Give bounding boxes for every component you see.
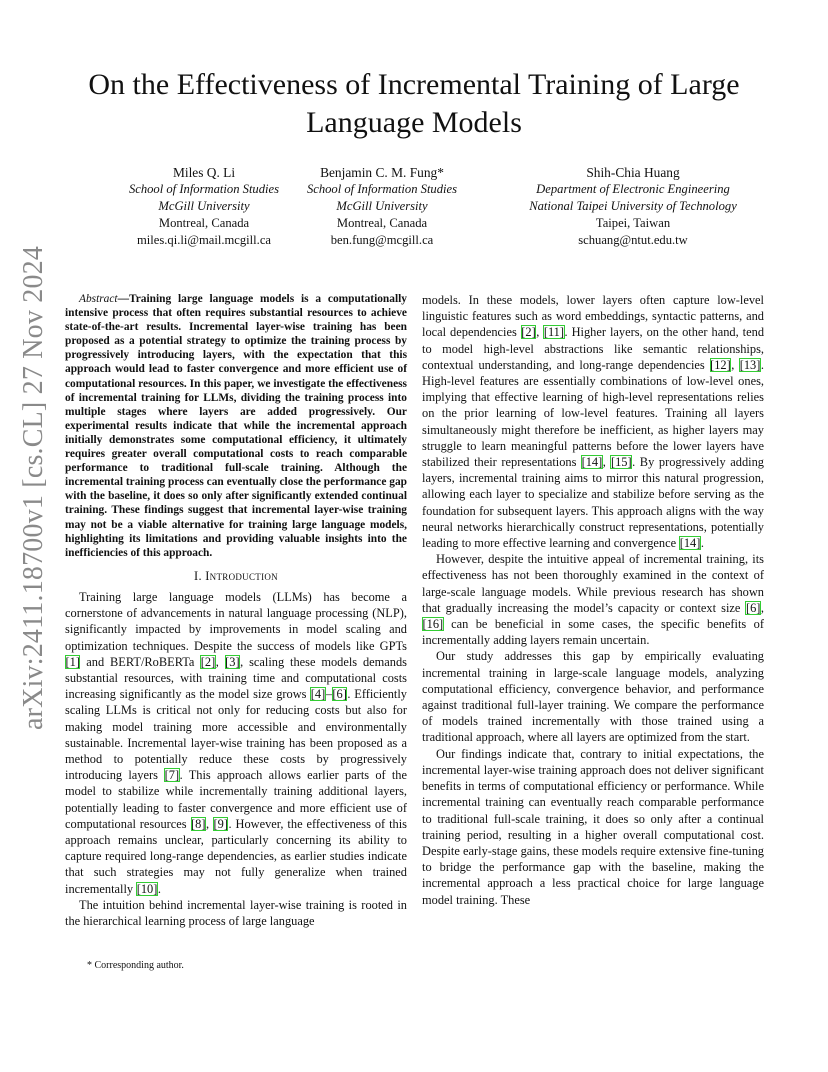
author-email: ben.fung@mcgill.ca [330, 233, 434, 247]
text-run: , [602, 455, 611, 470]
text-run: , [205, 816, 214, 831]
left-column [65, 292, 407, 929]
text-run: – [325, 687, 332, 702]
text-run: Training large language models (LLMs) has become a cornerstone of advancements in natural language processing (NLP), significantly impacted by improvements in model scaling and optimization techniques. Despite the success of models like GPTs [65, 589, 407, 653]
citation-link[interactable]: [12] [710, 357, 731, 372]
citation-link[interactable]: [11] [543, 325, 564, 340]
author-institution: National Taipei University of Technology [529, 199, 737, 213]
text-run: . Efficiently scaling LLMs is critical not only for reducing costs but also for making model training more accessible and environmentally sustainable. Incremental layer-wise training has been proposed as a method to potentially reduce these costs by progressively introducing layers [65, 687, 408, 783]
paragraph: The intuition behind incremental layer-wise training is rooted in the hierarchical learning process of large language [65, 897, 407, 929]
text-run: . By progressively adding layers, incremental training aims to mirror this natural progression, allowing each layer to specialize and stabilize before serving as the foundation for subsequent layers. This approach aligns with the way neural networks hierarchically construct representations, potentially leading to more effective learning and convergence [422, 455, 764, 551]
citation-link[interactable]: [8] [191, 816, 206, 831]
citation-link[interactable]: [2] [200, 654, 216, 669]
author-email: schuang@ntut.edu.tw [578, 233, 688, 247]
text-run: , [536, 325, 544, 340]
citation-link[interactable]: [3] [225, 654, 240, 669]
text-run: . This approach allows earlier parts of the model to stabilize while incrementally training additional layers, potentially leading to faster convergence and more efficient use of computational resources [65, 768, 407, 831]
text-run: , [731, 357, 740, 372]
author-location: Taipei, Taiwan [595, 216, 671, 230]
section-number: I. [194, 568, 202, 583]
text-run: . Higher layers, on the other hand, tend to model high-level abstractions like semantic relationships, contextual understanding, and long-range dependencies [422, 325, 765, 372]
author-location: Montreal, Canada [158, 216, 250, 230]
footnote: * Corresponding author. [87, 960, 184, 971]
author-name: Shih-Chia Huang [586, 165, 680, 180]
section-title: Introduction [205, 568, 278, 583]
author-affiliation: School of Information Studies [128, 182, 280, 196]
citation-link[interactable]: [9] [213, 816, 228, 831]
text-run: . [700, 536, 704, 551]
text-run: , [760, 600, 764, 615]
text-run: , [215, 654, 225, 669]
author-affiliation: School of Information Studies [306, 182, 458, 196]
citation-link[interactable]: [14] [679, 536, 701, 551]
citation-link[interactable]: [6] [332, 687, 347, 702]
author-3 [483, 164, 783, 249]
text-run: . High-level features are essentially combinations of low-level ones, implying that effective learning of high-level representations relies on the prior learning of low-level features. Training all layers simultaneously might therefore be inefficient, as higher layers may struggle to learn meaningful patterns before the lower layers have stabilized their representations [422, 357, 764, 470]
text-run: . However, the effectiveness of this approach remains unclear, particularly concerning its ability to capture required long-range dependencies, as earlier studies indicate that such strategies may not fully generalize when trained incrementally [65, 816, 408, 896]
author-email: miles.qi.li@mail.mcgill.ca [136, 233, 271, 247]
author-institution: McGill University [158, 199, 250, 213]
right-column [422, 292, 764, 908]
text-run: models. In these models, lower layers often capture low-level linguistic features such as word embeddings, syntactic patterns, and local dependencies [422, 293, 764, 340]
text-run: However, despite the intuitive appeal of incremental training, its effectiveness has not been thoroughly examined in the context of large-scale language models. While previous research has shown that gradually increasing the model’s capacity or context size [422, 552, 764, 615]
paragraph [422, 551, 764, 648]
citation-link[interactable]: [13] [739, 357, 761, 372]
author-location: Montreal, Canada [336, 216, 428, 230]
text-run: . [157, 881, 161, 896]
citation-link[interactable]: [1] [65, 654, 80, 669]
citation-link[interactable]: [15] [610, 455, 632, 470]
paper-title: On the Effectiveness of Incremental Training of Large Language Models [88, 68, 740, 139]
citation-link[interactable]: [10] [136, 881, 158, 896]
author-2 [252, 164, 512, 249]
arxiv-identifier: arXiv:2411.18700v1 [cs.CL] 27 Nov 2024 [18, 245, 49, 730]
citation-link[interactable]: [16] [422, 617, 444, 632]
author-affiliation: Department of Electronic Engineering [536, 182, 730, 196]
citation-link[interactable]: [4] [310, 687, 326, 702]
author-name: Benjamin C. M. Fung* [320, 165, 444, 180]
abstract-text: —Training large language models is a computationally intensive process that often requires substantial resources to achieve state-of-the-art results. Incremental layer-wise training has been proposed as a potential strategy to optimize the training process by progressively introducing layers, with the expectation that this approach would lead to faster convergence and more efficient use of computational resources. In this paper, we investigate the effectiveness of incremental training for LLMs, dividing the training process into multiple stages where layers are added progressively. Our experimental results indicate that while the incremental approach initially demonstrates some computational efficiency, it ultimately requires greater overall computational costs to reach comparable performance to traditional full-scale training. Although the incremental training process can eventually close the performance gap with the baseline, it does so only after significantly extended continual training. These findings suggest that incremental layer-wise training may not be a viable alternative for training large language models, highlighting its limitations and providing valuable insights into the inefficiencies of this approach. [65, 293, 407, 559]
section-heading [65, 568, 407, 584]
author-institution: McGill University [336, 199, 428, 213]
author-name: Miles Q. Li [172, 165, 236, 180]
abstract [65, 292, 407, 560]
paragraph: Our findings indicate that, contrary to initial expectations, the incremental layer-wise training approach does not deliver significant benefits in terms of computational efficiency or performance. While incremental training can eventually reach comparable performance to traditional full-scale training, it does so only after a continual training period, resulting in a higher overall computational cost. Despite early-stage gains, these models require extensive fine-tuning to bridge the performance gap with the baseline, making the incremental approach a less practical choice for large language model training. These [422, 746, 764, 907]
paragraph [422, 292, 764, 551]
abstract-label: Abstract [79, 293, 118, 305]
citation-link[interactable]: [6] [745, 600, 761, 615]
text-run: can be beneficial in some cases, the specific benefits of incrementally adding layers remain uncertain. [422, 617, 764, 648]
citation-link[interactable]: [7] [164, 768, 180, 783]
citation-link[interactable]: [2] [521, 325, 536, 340]
citation-link[interactable]: [14] [581, 455, 603, 470]
text-run: , scaling these models demands substantial resources, with training time and computational costs increasing significantly as the model size grows [65, 654, 407, 702]
text-run: and BERT/RoBERTa [80, 654, 201, 669]
paragraph [65, 589, 407, 897]
paragraph: Our study addresses this gap by empirically evaluating incremental training in large-scale language models, analyzing computational efficiency, convergence behavior, and performance against traditional full-layer training. We compare the performance of models trained incrementally with those trained using a traditional approach, where all layers are optimized from the start. [422, 649, 764, 745]
